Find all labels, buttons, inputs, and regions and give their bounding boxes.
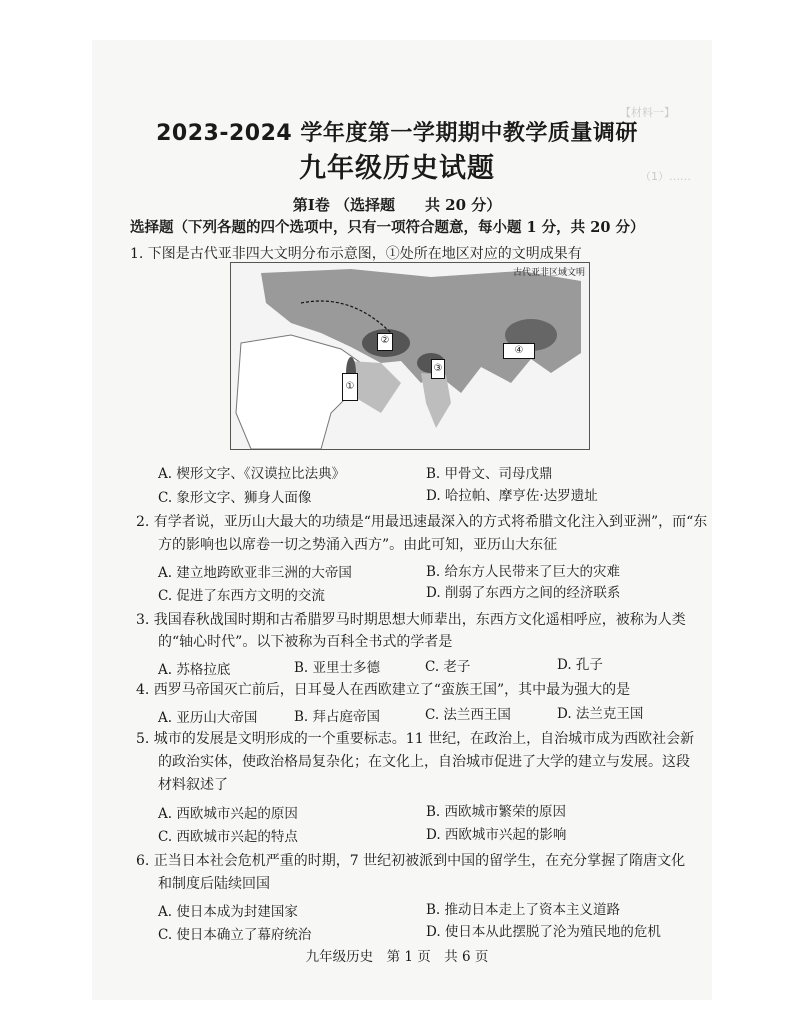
page-footer: 九年级历史 第 1 页 共 6 页 — [305, 949, 489, 965]
q3-option-c: C. 老子 — [425, 659, 471, 675]
question-5-text: 5. 城市的发展是文明形成的一个重要标志。11 世纪，在政治上，自治城市成为西欧社会新 — [136, 731, 695, 747]
q1-option-c: C. 象形文字、狮身人面像 — [158, 490, 312, 506]
q4-option-a: A. 亚历山大帝国 — [158, 710, 258, 726]
question-3-text: 的“轴心时代”。以下被称为百科全书式的学者是 — [158, 634, 453, 650]
q2-option-a: A. 建立地跨欧亚非三洲的大帝国 — [158, 565, 352, 581]
q1-option-d: D. 哈拉帕、摩亨佐·达罗遗址 — [426, 488, 598, 504]
q3-option-b: B. 亚里士多德 — [294, 660, 381, 676]
q1-option-a: A. 楔形文字、《汉谟拉比法典》 — [158, 466, 346, 482]
question-6-text: 6. 正当日本社会危机严重的时期，7 世纪初被派到中国的留学生，在充分掌握了隋唐文化 — [136, 853, 686, 869]
bleed-through-text: 【材料一】 — [620, 106, 675, 119]
q2-option-c: C. 促进了东西方文明的交流 — [158, 588, 325, 604]
q6-option-c: C. 使日本确立了幕府统治 — [158, 927, 312, 943]
map-marker-2: ② — [377, 333, 393, 351]
q6-option-d: D. 使日本从此摆脱了沦为殖民地的危机 — [426, 924, 661, 940]
question-2-text: 2. 有学者说，亚历山大最大的功绩是“用最迅速最深入的方式将希腊文化注入到亚洲”，而“东 — [136, 514, 708, 530]
q1-option-b: B. 甲骨文、司母戊鼎 — [426, 466, 553, 482]
question-5-text: 材料叙述了 — [158, 777, 228, 793]
question-2-text: 方的影响也以席卷一切之势涌入西方”。由此可知，亚历山大东征 — [158, 537, 558, 553]
q3-option-d: D. 孔子 — [557, 657, 603, 673]
q6-option-b: B. 推动日本走上了资本主义道路 — [426, 902, 621, 918]
q2-option-d: D. 削弱了东西方之间的经济联系 — [426, 585, 621, 601]
q6-option-a: A. 使日本成为封建国家 — [158, 904, 298, 920]
question-3-text: 3. 我国春秋战国时期和古希腊罗马时期思想大师辈出，东西方文化遥相呼应，被称为人类 — [136, 612, 686, 628]
map-marker-3: ③ — [431, 359, 445, 379]
q4-option-b: B. 拜占庭帝国 — [294, 709, 381, 725]
question-1-text: 1. 下图是古代亚非四大文明分布示意图，①处所在地区对应的文明成果有 — [130, 246, 582, 262]
bleed-through-text: （1）…… — [640, 170, 691, 183]
civilization-map — [230, 262, 590, 450]
exam-title: 2023-2024 学年度第一学期期中教学质量调研 — [156, 121, 638, 146]
question-5-text: 的政治实体，使政治格局复杂化；在文化上，自治城市促进了大学的建立与发展。这段 — [158, 754, 690, 770]
question-6-text: 和制度后陆续回国 — [158, 876, 270, 892]
question-4-text: 4. 西罗马帝国灭亡前后，日耳曼人在西欧建立了“蛮族王国”，其中最为强大的是 — [136, 682, 631, 698]
q5-option-b: B. 西欧城市繁荣的原因 — [426, 804, 567, 820]
instructions: 选择题（下列各题的四个选项中，只有一项符合题意，每小题 1 分，共 20 分） — [130, 219, 645, 236]
q5-option-a: A. 西欧城市兴起的原因 — [158, 806, 298, 822]
q4-option-c: C. 法兰西王国 — [425, 707, 511, 723]
q4-option-d: D. 法兰克王国 — [557, 706, 644, 722]
section-heading: 第Ⅰ卷 （选择题 共 20 分） — [292, 196, 502, 214]
map-title: 古代亚非区域文明 — [512, 268, 585, 278]
q5-option-c: C. 西欧城市兴起的特点 — [158, 829, 298, 845]
q2-option-b: B. 给东方人民带来了巨大的灾难 — [426, 564, 621, 580]
map-marker-1: ① — [342, 373, 358, 401]
q5-option-d: D. 西欧城市兴起的影响 — [426, 827, 567, 843]
exam-subtitle: 九年级历史试题 — [299, 153, 495, 184]
map-graphic — [231, 263, 589, 449]
q3-option-a: A. 苏格拉底 — [158, 662, 231, 678]
map-marker-4: ④ — [503, 343, 535, 359]
